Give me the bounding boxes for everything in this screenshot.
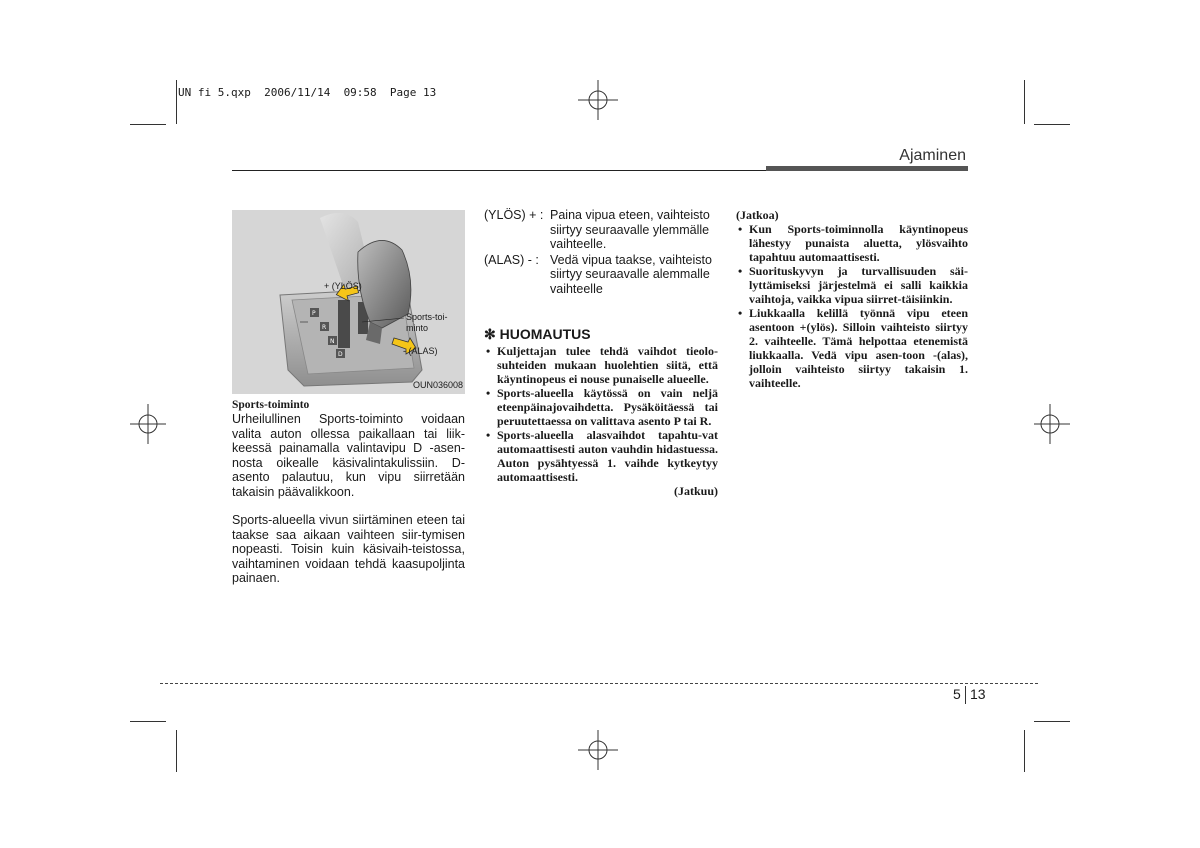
label-up: + (YLÖS) xyxy=(324,281,362,291)
gear-letter-p: P xyxy=(312,310,316,317)
middle-column xyxy=(484,208,718,498)
list-item: • Kun Sports-toiminnolla käyntinopeus lähestyy punaista aluetta, ylösvaihto tapahtuu automaattisesti. xyxy=(736,222,968,264)
gear-letter-n: N xyxy=(330,338,335,345)
page-number-divider xyxy=(965,686,966,704)
print-slug: UN fi 5.qxp 2006/11/14 09:58 Page 13 xyxy=(178,86,437,99)
left-column xyxy=(232,398,465,586)
right-bullets xyxy=(736,222,968,390)
continued-from-label: (Jatkoa) xyxy=(736,208,779,222)
label-down: - (ALAS) xyxy=(403,346,438,356)
list-item: • Sports-alueella alasvaihdot tapahtu-vat automaattisesti auton vauhdin hidastuessa. Auton pysähtyessä 1. vaihde kytkeytyy automaattisesti. xyxy=(484,428,718,484)
definition-text: Vedä vipua taakse, vaihteisto siirtyy seuraavalle alemmalle vaihteelle xyxy=(550,252,712,296)
definition-term: (YLÖS) + : xyxy=(484,208,544,222)
definition-down xyxy=(484,253,718,297)
note-heading xyxy=(484,326,718,343)
list-item: • Suorituskyvyn ja turvallisuuden säi-lyttämiseksi järjestelmä ei salli kaikkia vaihtoja, vaikka vipua siirret-täisiinkin. xyxy=(736,264,968,306)
figure-code: OUN036008 xyxy=(412,380,463,390)
definition-text: Paina vipua eteen, vaihteisto siirtyy seuraavalle ylemmälle vaihteelle. xyxy=(550,208,710,251)
list-item: • Kuljettajan tulee tehdä vaihdot tieolo-suhteiden mukaan huolehtien siitä, että käyntinopeus ei nouse punaiselle alueelle. xyxy=(484,344,718,386)
note-title: HUOMAUTUS xyxy=(499,326,591,342)
gear-letter-d: D xyxy=(338,351,343,358)
continued-label: (Jatkuu) xyxy=(673,484,718,498)
registration-mark-top xyxy=(578,80,618,120)
footer-rule xyxy=(160,683,1038,684)
section-heading: Sports-toiminto xyxy=(232,399,310,411)
page-number: 13 xyxy=(970,686,986,702)
chapter-number: 5 xyxy=(953,686,961,702)
right-column xyxy=(736,208,968,390)
label-sports: Sports-toi- minto xyxy=(406,312,448,333)
list-item: • Sports-alueella käytössä on vain neljä eteenpäinajovaihdetta. Pysäköitäessä tai peruutettaessa on valittava asento P tai R. xyxy=(484,386,718,428)
definition-up xyxy=(484,208,718,252)
note-asterisk-icon: ✻ xyxy=(484,326,496,342)
list-item: • Liukkaalla kelillä työnnä vipu eteen asentoon +(ylös). Silloin vaihteisto siirtyy 2. vaihteelle. Tämä helpottaa etenemistä liukkaalla. Vedä vipu asen-toon -(alas), jolloin vaihteisto siirtyy takaisin 1. vaihteelle. xyxy=(736,306,968,390)
registration-mark-bottom xyxy=(578,730,618,770)
definition-term: (ALAS) - : xyxy=(484,252,539,267)
registration-mark-right xyxy=(1030,404,1070,444)
gear-letter-r: R xyxy=(322,324,327,331)
note-bullets xyxy=(484,344,718,484)
gear-shifter-illustration xyxy=(232,210,465,394)
header-bar xyxy=(766,166,968,171)
paragraph-1: Urheilullinen Sports-toiminto voidaan valita auton ollessa paikallaan tai liik-keessä painamalla valintavipu D -asen-nosta oikealle käsivalintakulissiin. D-asento palautuu, kun vipu siirretään takaisin päävalikkoon. xyxy=(232,412,465,499)
section-title: Ajaminen xyxy=(899,147,966,164)
registration-mark-left xyxy=(130,404,170,444)
gear-shifter-figure xyxy=(232,210,465,394)
paragraph-2: Sports-alueella vivun siirtäminen eteen tai taakse saa aikaan vaihteen siir-tymisen nopeasti. Toisin kuin käsivaih-teistossa, vaihtaminen voidaan tehdä kaasupoljinta painaen. xyxy=(232,513,465,585)
